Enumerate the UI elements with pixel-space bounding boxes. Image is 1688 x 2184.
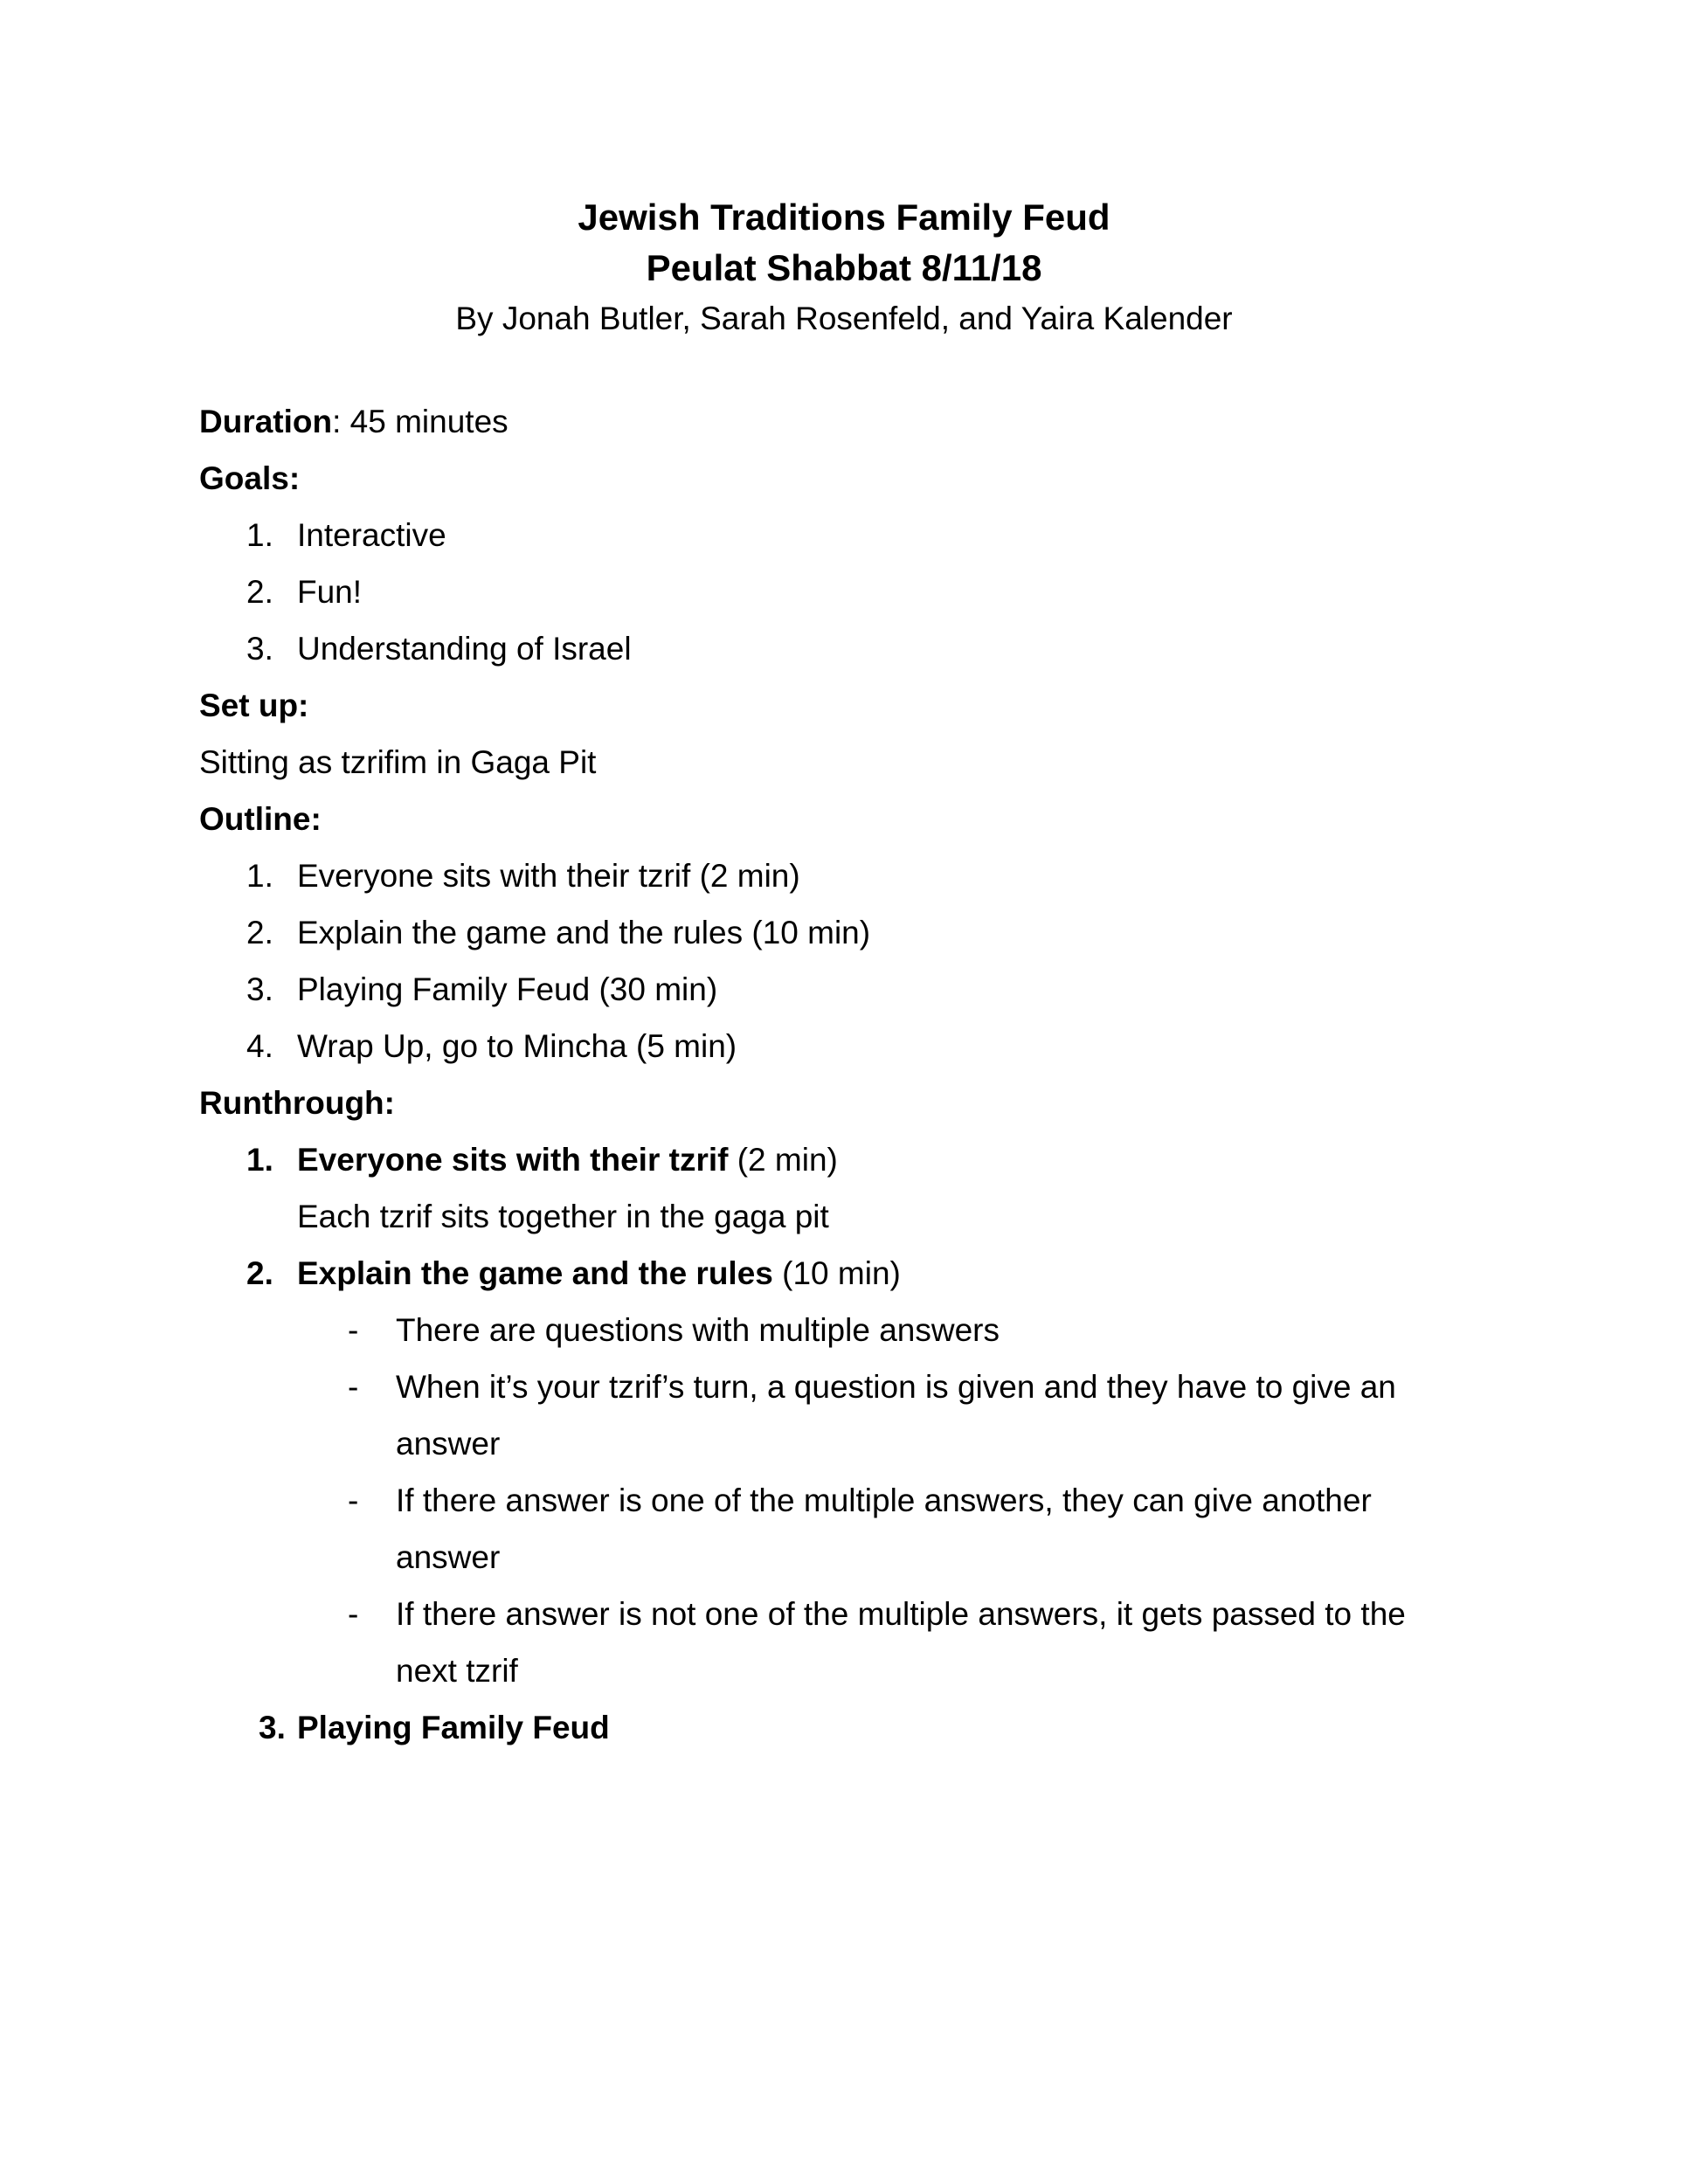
list-number: 1. xyxy=(246,1142,273,1178)
list-item-text: Interactive xyxy=(297,517,446,553)
dash-bullet: - xyxy=(348,1312,359,1348)
setup-text: Sitting as tzrifim in Gaga Pit xyxy=(199,744,597,780)
document-byline: By Jonah Butler, Sarah Rosenfeld, and Yaira Kalender xyxy=(455,301,1233,336)
bullet-continuation xyxy=(199,1642,1510,1699)
step-time: (10 min) xyxy=(772,1255,901,1291)
list-number: 2. xyxy=(246,574,273,610)
title-block xyxy=(0,192,1688,344)
bullet-item xyxy=(199,1302,1510,1358)
bullet-text: answer xyxy=(396,1426,501,1462)
goals-heading: Goals: xyxy=(199,460,301,496)
list-number: 1. xyxy=(246,517,273,553)
dash-bullet: - xyxy=(348,1369,359,1405)
list-number: 3. xyxy=(246,971,273,1007)
bullet-item xyxy=(199,1472,1510,1529)
outline-item xyxy=(199,1018,1510,1075)
list-number: 1. xyxy=(246,858,273,894)
step-time: (2 min) xyxy=(728,1142,838,1178)
step-title: Everyone sits with their tzrif xyxy=(297,1142,729,1178)
bullet-text: When it’s your tzrif’s turn, a question is given and they have to give an xyxy=(396,1369,1396,1405)
duration-line xyxy=(199,393,1510,450)
list-item-text: Everyone sits with their tzrif (2 min) xyxy=(297,858,800,894)
dash-bullet: - xyxy=(348,1596,359,1632)
runthrough-heading: Runthrough: xyxy=(199,1085,395,1121)
runthrough-step-1 xyxy=(199,1131,1510,1188)
list-number: 2. xyxy=(246,915,273,950)
runthrough-step-3 xyxy=(199,1699,1510,1756)
bullet-text: next tzrif xyxy=(396,1653,518,1689)
list-item-text: Understanding of Israel xyxy=(297,631,632,667)
document-body xyxy=(199,393,1510,1756)
bullet-continuation xyxy=(199,1529,1510,1586)
bullet-text: answer xyxy=(396,1539,501,1575)
list-number: 2. xyxy=(246,1255,273,1291)
runthrough-step-2 xyxy=(199,1245,1510,1302)
setup-heading: Set up: xyxy=(199,688,309,723)
bullet-item xyxy=(199,1586,1510,1642)
list-number: 3. xyxy=(246,631,273,667)
duration-label: Duration xyxy=(199,404,333,439)
goals-item xyxy=(199,507,1510,563)
goals-item xyxy=(199,620,1510,677)
outline-item xyxy=(199,961,1510,1018)
outline-heading: Outline: xyxy=(199,801,322,837)
list-item-text: Fun! xyxy=(297,574,363,610)
list-item-text: Wrap Up, go to Mincha (5 min) xyxy=(297,1028,737,1064)
outline-item xyxy=(199,904,1510,961)
list-number: 3. xyxy=(259,1710,286,1745)
step-detail-line xyxy=(199,1188,1510,1245)
bullet-text: There are questions with multiple answers xyxy=(396,1312,1000,1348)
document-title: Jewish Traditions Family Feud xyxy=(578,197,1110,238)
list-number: 4. xyxy=(246,1028,273,1064)
step-detail: Each tzrif sits together in the gaga pit xyxy=(297,1199,829,1234)
duration-value: : 45 minutes xyxy=(332,404,508,439)
step-title: Playing Family Feud xyxy=(297,1710,610,1745)
bullet-text: If there answer is not one of the multiple answers, it gets passed to the xyxy=(396,1596,1406,1632)
list-item-text: Explain the game and the rules (10 min) xyxy=(297,915,871,950)
bullet-text: If there answer is one of the multiple answers, they can give another xyxy=(396,1482,1372,1518)
goals-item xyxy=(199,563,1510,620)
dash-bullet: - xyxy=(348,1482,359,1518)
list-item-text: Playing Family Feud (30 min) xyxy=(297,971,718,1007)
outline-item xyxy=(199,847,1510,904)
bullet-item xyxy=(199,1358,1510,1415)
document-subtitle: Peulat Shabbat 8/11/18 xyxy=(646,247,1042,288)
step-title: Explain the game and the rules xyxy=(297,1255,773,1291)
bullet-continuation xyxy=(199,1415,1510,1472)
